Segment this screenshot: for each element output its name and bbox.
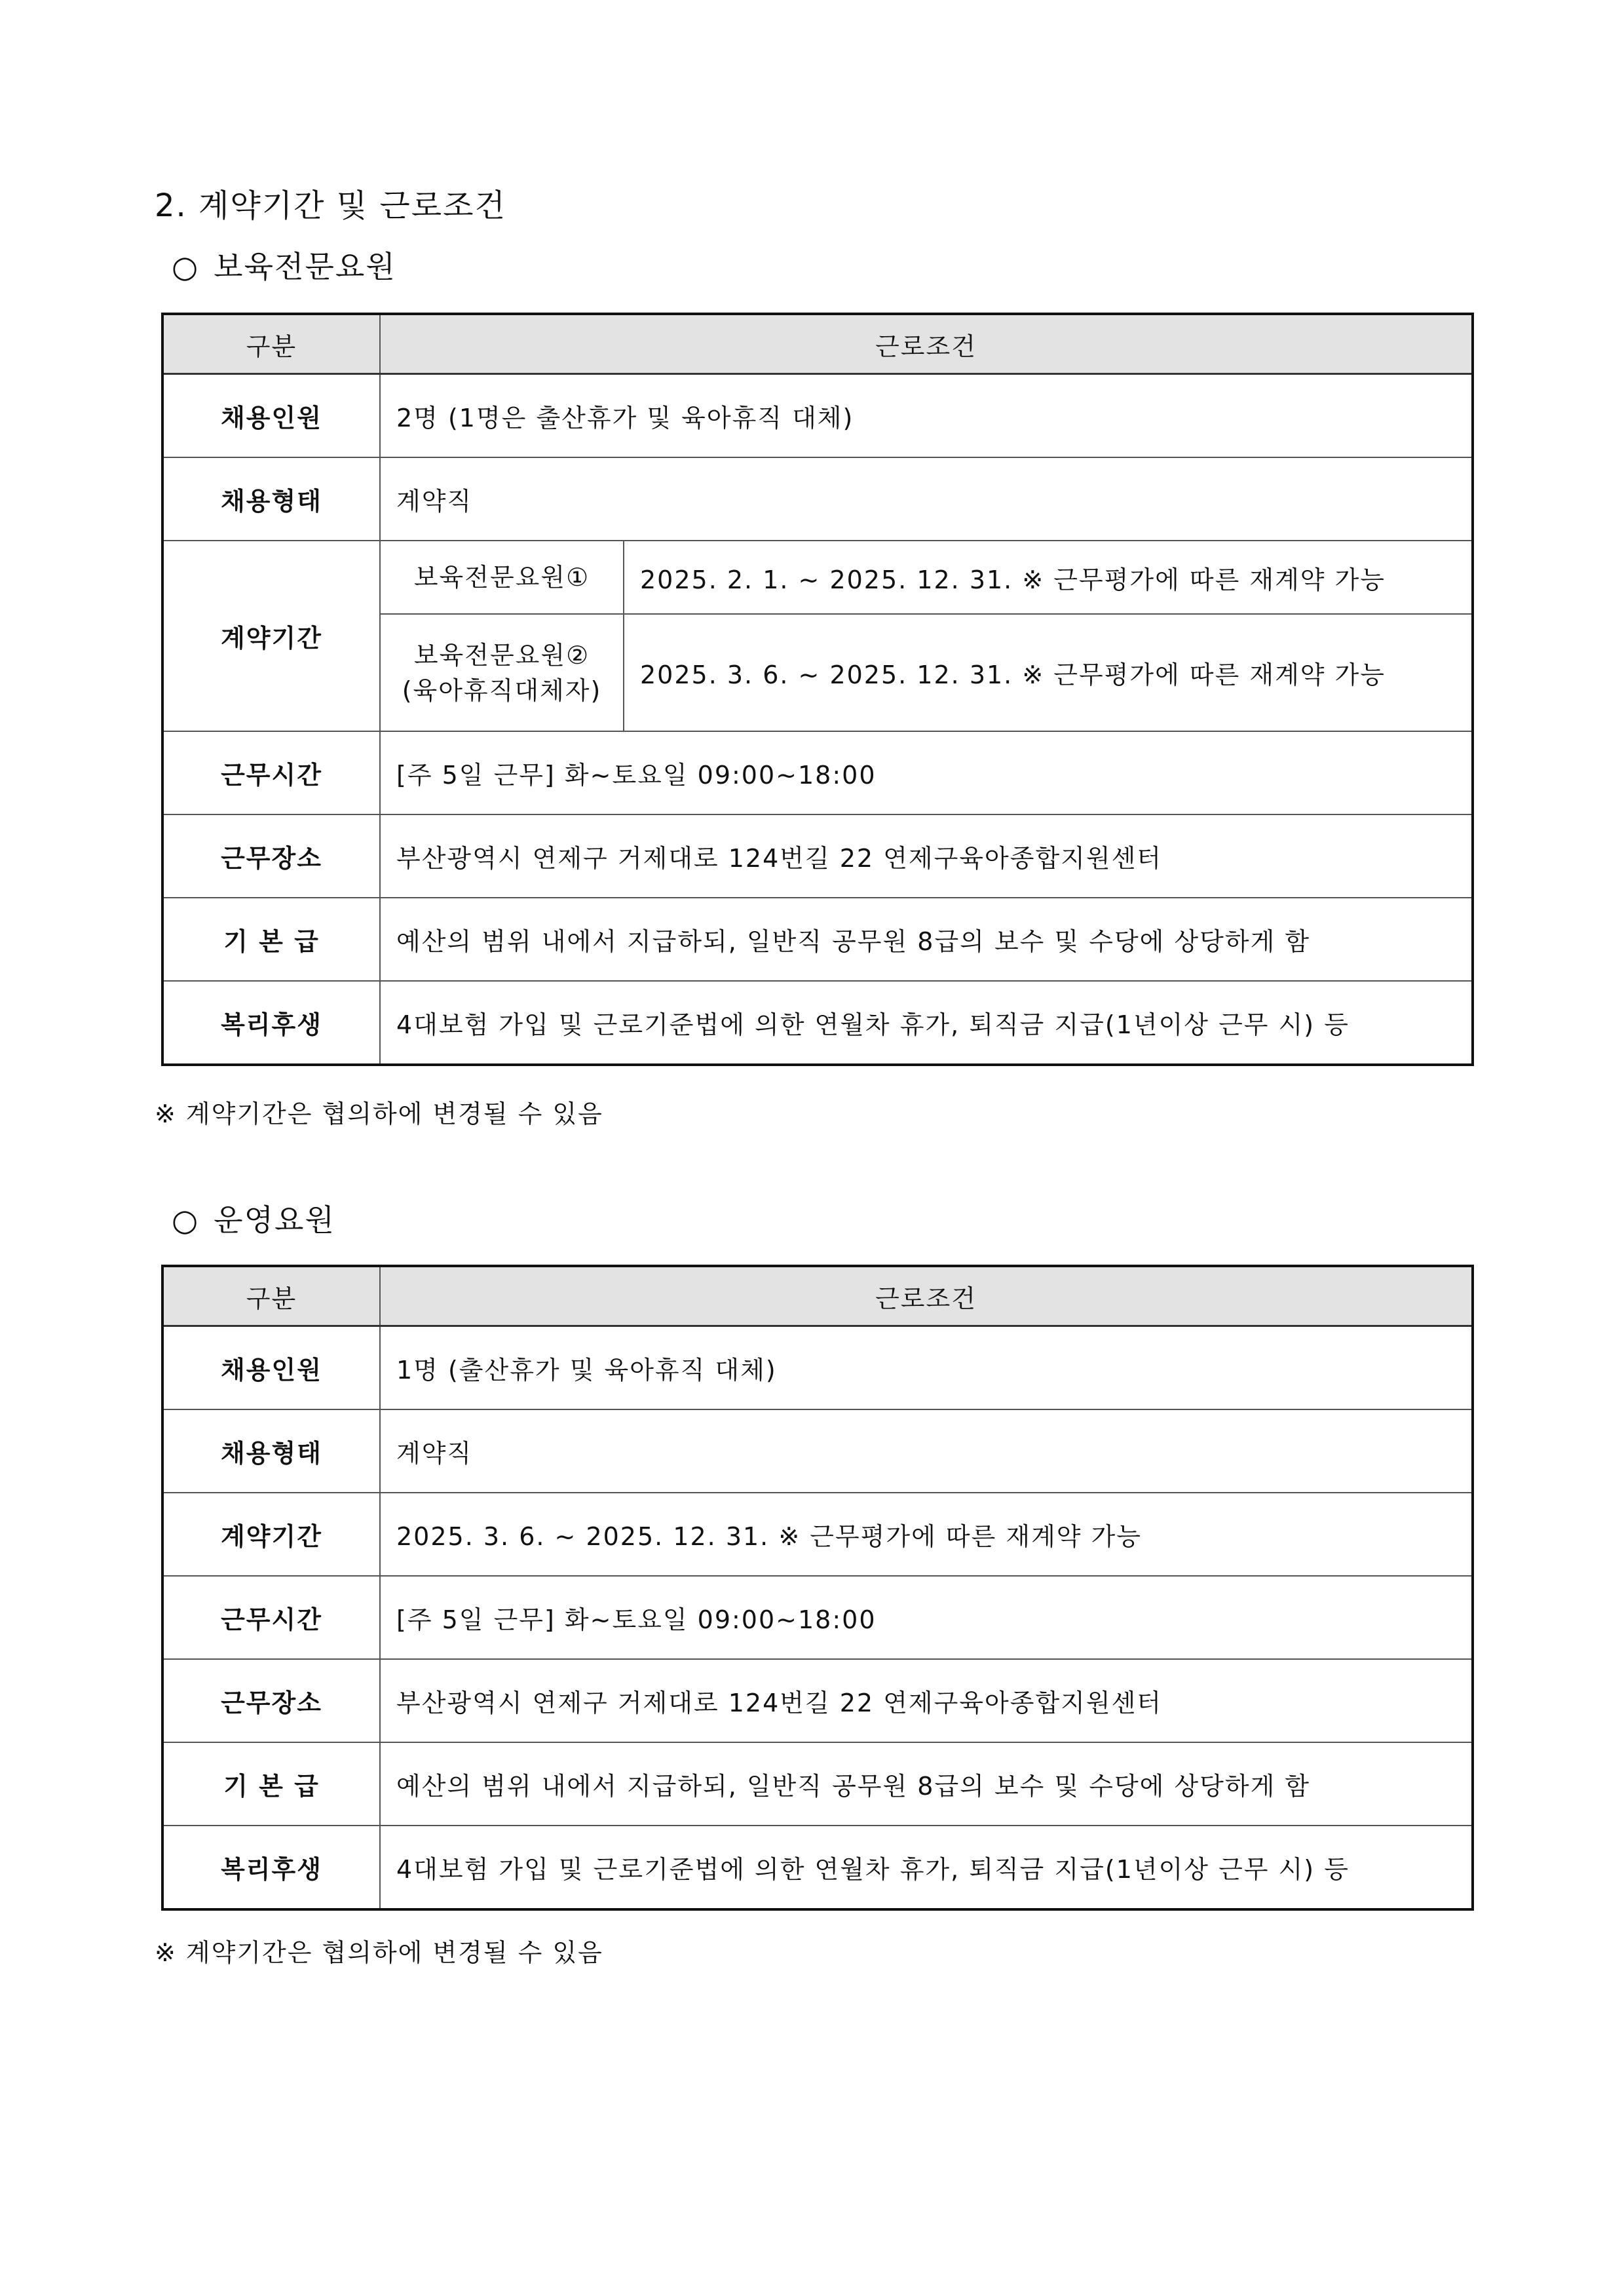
row-label-period: 계약기간 xyxy=(162,541,380,731)
row-label-type: 채용형태 xyxy=(162,457,380,541)
row-value-place: 부산광역시 연제구 거제대로 124번길 22 연제구육아종합지원센터 xyxy=(380,1659,1473,1742)
row-value-recruit: 2명 (1명은 출산휴가 및 육아휴직 대체) xyxy=(380,374,1473,458)
conditions-table-childcare xyxy=(161,313,1474,1066)
row-label-period: 계약기간 xyxy=(162,1493,380,1576)
period-value-1: 2025. 2. 1. ~ 2025. 12. 31. ※ 근무평가에 따른 재계약 가능 xyxy=(624,541,1473,614)
header-conditions: 근로조건 xyxy=(380,314,1473,374)
header-category: 구분 xyxy=(162,1266,380,1326)
row-value-hours: [주 5일 근무] 화~토요일 09:00~18:00 xyxy=(380,1576,1473,1659)
subsection-label: 운영요원 xyxy=(214,1202,335,1238)
row-value-recruit: 1명 (출산휴가 및 육아휴직 대체) xyxy=(380,1326,1473,1410)
table-header-row xyxy=(162,314,1473,374)
period-sub-label-2-line2: (육아휴직대체자) xyxy=(402,676,602,705)
row-value-welfare: 4대보험 가입 및 근로기준법에 의한 연월차 휴가, 퇴직금 지급(1년이상 근무 시) 등 xyxy=(380,1826,1473,1909)
subsection-title-childcare xyxy=(172,247,396,286)
period-value-2: 2025. 3. 6. ~ 2025. 12. 31. ※ 근무평가에 따른 재계약 가능 xyxy=(624,614,1473,731)
circle-bullet-icon: ○ xyxy=(172,249,200,284)
row-label-place: 근무장소 xyxy=(162,814,380,898)
table-row xyxy=(162,1659,1473,1742)
row-label-place: 근무장소 xyxy=(162,1659,380,1742)
row-label-salary: 기 본 급 xyxy=(162,898,380,981)
row-value-type: 계약직 xyxy=(380,1409,1473,1493)
row-value-place: 부산광역시 연제구 거제대로 124번길 22 연제구육아종합지원센터 xyxy=(380,814,1473,898)
table-row xyxy=(162,541,1473,614)
circle-bullet-icon: ○ xyxy=(172,1202,200,1238)
row-label-welfare: 복리후생 xyxy=(162,981,380,1065)
conditions-table-operations xyxy=(161,1265,1474,1911)
row-value-period: 2025. 3. 6. ~ 2025. 12. 31. ※ 근무평가에 따른 재계약 가능 xyxy=(380,1493,1473,1576)
table-row xyxy=(162,731,1473,814)
row-value-type: 계약직 xyxy=(380,457,1473,541)
row-label-hours: 근무시간 xyxy=(162,1576,380,1659)
table-row xyxy=(162,1409,1473,1493)
row-label-welfare: 복리후생 xyxy=(162,1826,380,1909)
table-footnote: ※ 계약기간은 협의하에 변경될 수 있음 xyxy=(155,1100,603,1128)
row-label-recruit: 채용인원 xyxy=(162,374,380,458)
period-sub-label-2 xyxy=(380,614,624,731)
row-label-type: 채용형태 xyxy=(162,1409,380,1493)
row-label-recruit: 채용인원 xyxy=(162,1326,380,1410)
table-row xyxy=(162,1742,1473,1826)
section-title: 2. 계약기간 및 근로조건 xyxy=(155,187,506,224)
table-row xyxy=(162,898,1473,981)
table-row xyxy=(162,981,1473,1065)
table-row xyxy=(162,814,1473,898)
row-label-salary: 기 본 급 xyxy=(162,1742,380,1826)
row-label-hours: 근무시간 xyxy=(162,731,380,814)
table-row xyxy=(162,457,1473,541)
header-category: 구분 xyxy=(162,314,380,374)
header-conditions: 근로조건 xyxy=(380,1266,1473,1326)
table-footnote: ※ 계약기간은 협의하에 변경될 수 있음 xyxy=(155,1938,603,1967)
table-header-row xyxy=(162,1266,1473,1326)
table-row xyxy=(162,1826,1473,1909)
row-value-hours: [주 5일 근무] 화~토요일 09:00~18:00 xyxy=(380,731,1473,814)
subsection-label: 보육전문요원 xyxy=(214,249,396,284)
table-row xyxy=(162,1493,1473,1576)
row-value-salary: 예산의 범위 내에서 지급하되, 일반직 공무원 8급의 보수 및 수당에 상당하게 함 xyxy=(380,1742,1473,1826)
row-value-welfare: 4대보험 가입 및 근로기준법에 의한 연월차 휴가, 퇴직금 지급(1년이상 근무 시) 등 xyxy=(380,981,1473,1065)
table-row xyxy=(162,1326,1473,1410)
table-row xyxy=(162,374,1473,458)
table-row xyxy=(162,1576,1473,1659)
period-sub-label-2-line1: 보육전문요원② xyxy=(413,640,590,670)
row-value-salary: 예산의 범위 내에서 지급하되, 일반직 공무원 8급의 보수 및 수당에 상당하게 함 xyxy=(380,898,1473,981)
subsection-title-operations xyxy=(172,1200,335,1240)
period-sub-label-1: 보육전문요원① xyxy=(380,541,624,614)
